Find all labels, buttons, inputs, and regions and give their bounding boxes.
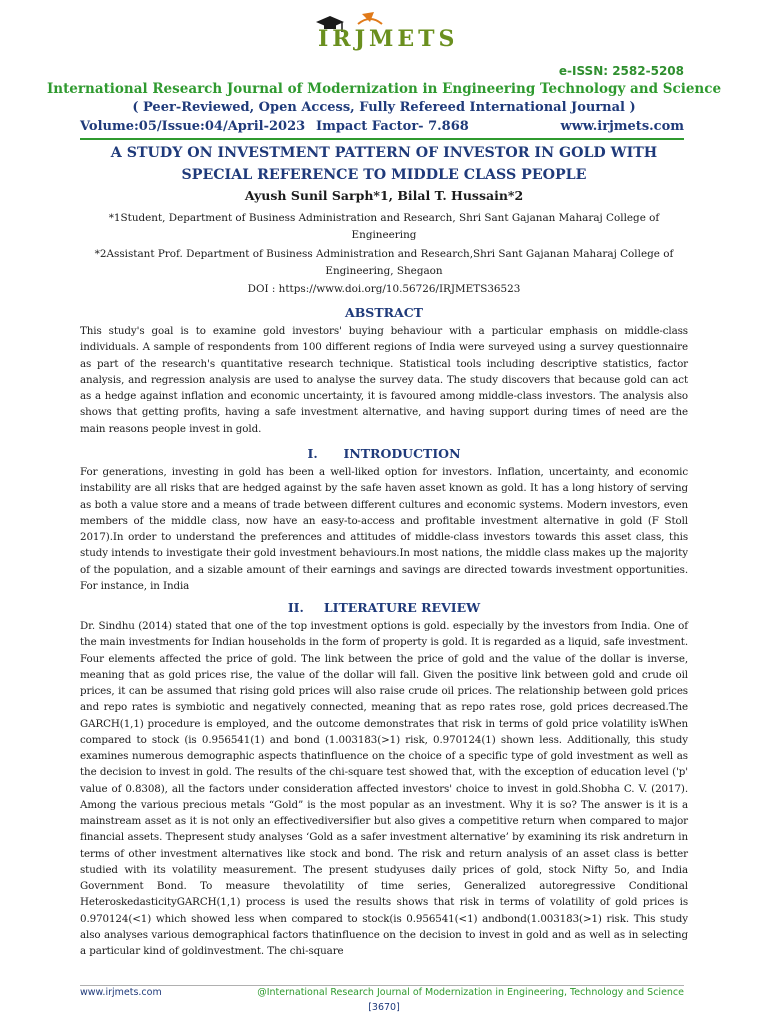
paper-title: A STUDY ON INVESTMENT PATTERN OF INVESTOR IN GOLD WITH SPECIAL REFERENCE TO MIDDLE CLASS PEOPLE	[110, 145, 658, 183]
section-number: II.	[287, 600, 304, 615]
authors: Ayush Sunil Sarph*1, Bilal T. Hussain*2	[244, 188, 524, 203]
footer-website-link[interactable]: www.irjmets.com	[80, 987, 162, 998]
volume-issue: Volume:05/Issue:04/April-2023	[80, 119, 306, 134]
literature-text: Dr. Sindhu (2014) stated that one of the top investment options is gold. especially by the investors from India. One of the main investments for Indian households in the form of property is gold. It is regarded as a liquid, safe investment. Four elements affected the price of gold. The link between the price of gold and the value of the dollar is inverse, meaning that as gold prices rise, the value of the dollar will fall. Given the positive link between gold and crude oil prices, it can be assumed that rising gold prices will also raise crude oil prices. The relationship between gold prices and repo rates is symbiotic and negatively connected, meaning that as repo rates rose, gold prices decreased.The GARCH(1,1) procedure is employed, and the outcome demonstrates that risk in terms of gold price volatility isWhen compared to stock (is 0.956541(1) and bond (1.003183(>1) risk, 0.970124(1) shown less. Additionally, this study examines numerous demographic aspects thatinfluence on the choice of a specific type of gold investment as well as the decision to invest in gold. The results of the chi-square test showed that, with the exception of education level ('p' value of 0.8308), all the factors under consideration affected investors' choice to invest in gold.Shobha C. V. (2017). Among the various precious metals “Gold” is the most popular as an investment. Why it is so? The answer is it is a mainstream asset as it is not only an effectivediversifier but also gives a competitive return when compared to major financial assets. Thepresent study analyses ‘Gold as a safer investment alternative’ by examining its risk andreturn in terms of other investment alternatives like stock and bond. The risk and return analysis of an asset class is better studied with its volatility measurement. The present studyuses daily prices of gold, stock Nifty 5o, and India Government Bond. To measure thevolatility of time series, Generalized autoregressive Conditional HeteroskedasticityGARCH(1,1) process is used the results shows that risk in terms of volatility of gold prices is 0.970124(<1) which showed less when compared to stock(is 0.956541(<1) andbond(1.003183(>1) risk. This study also analyses various demographical factors thatinfluence on the decision to invest in gold and as well as in selecting a particular kind of goldinvestment. The chi-square	[80, 620, 688, 957]
impact-factor: Impact Factor- 7.868	[316, 119, 469, 134]
introduction-heading	[0, 446, 768, 461]
journal-website-link[interactable]: www.irjmets.com	[560, 119, 684, 134]
journal-subtitle: ( Peer-Reviewed, Open Access, Fully Refereed International Journal )	[132, 100, 636, 115]
footer-divider	[80, 985, 684, 986]
section-title: INTRODUCTION	[343, 446, 461, 461]
abstract-heading: ABSTRACT	[345, 305, 423, 320]
eissn: e-ISSN: 2582-5208	[558, 64, 684, 78]
journal-logo	[308, 12, 458, 62]
page-number: [3670]	[368, 1002, 400, 1013]
abstract-text: This study's goal is to examine gold investors' buying behaviour with a particular emphasis on middle-class individuals. A sample of respondents from 100 different regions of India were surveyed using a survey questionnaire as part of the research's quantitative research technique. Statistical tools including descriptive statistics, factor analysis, and regression analysis are used to analyse the survey data. The study discovers that because gold can act as a hedge against inflation and economic uncertainty, it is favoured among middle-class investors. The analysis also shows that getting profits, having a safe investment alternative, and having support during times of need are the main reasons people invest in gold.	[80, 325, 688, 435]
logo-text: IRJMETS	[318, 26, 459, 52]
section-number: I.	[307, 446, 318, 461]
affiliation-2: *2Assistant Prof. Department of Business Administration and Research,Shri Sant Gajanan Maharaj College of Engineering, Shegaon	[94, 248, 674, 277]
affiliation-1: *1Student, Department of Business Administration and Research, Shri Sant Gajanan Maharaj College of Engineering	[108, 212, 660, 241]
section-title: LITERATURE REVIEW	[323, 600, 481, 615]
doi-link[interactable]: DOI : https://www.doi.org/10.56726/IRJMETS36523	[247, 283, 521, 295]
literature-heading	[0, 600, 768, 615]
header-divider	[80, 138, 684, 140]
footer-copyright: @International Research Journal of Modernization in Engineering, Technology and Science	[257, 987, 684, 998]
issue-meta-row	[80, 119, 684, 137]
introduction-text: For generations, investing in gold has been a well-liked option for investors. Inflation, uncertainty, and economic instability are all risks that are hedged against by the safe haven asset known as gold. It has a long history of serving as both a value store and a means of trade between different cultures and economic systems. Modern investors, even members of the middle class, now have an easy-to-access and profitable investment alternative in gold (F Stoll 2017).In order to understand the preferences and attitudes of middle-class investors towards this asset class, this study intends to investigate their gold investment behaviours.In most nations, the middle class makes up the majority of the population, and a sizable amount of their earnings and savings are directed towards investment opportunities. For instance, in India	[80, 466, 688, 592]
journal-title: International Research Journal of Modernization in Engineering Technology and Science	[46, 81, 722, 97]
